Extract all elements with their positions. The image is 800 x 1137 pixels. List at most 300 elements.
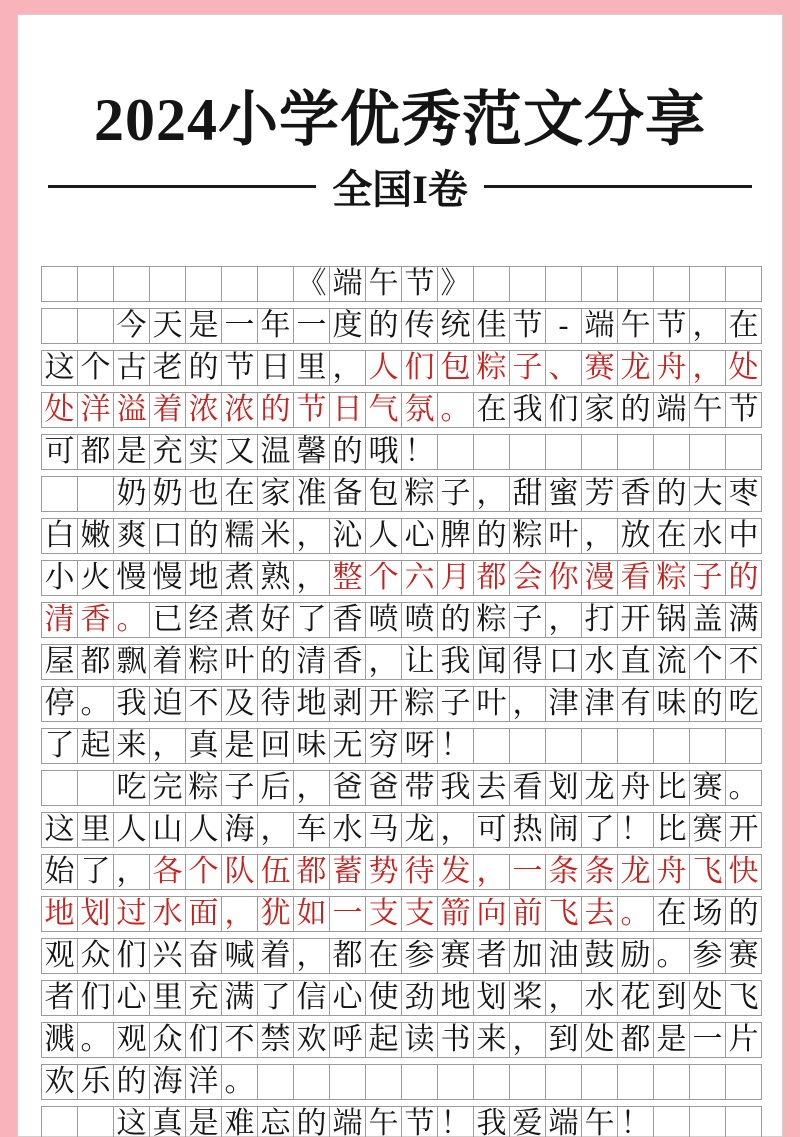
grid-cell <box>653 434 690 470</box>
grid-cell: 中 <box>725 518 762 554</box>
grid-cell: 满 <box>221 980 258 1016</box>
grid-cell: 势 <box>365 854 402 890</box>
grid-row <box>41 350 763 386</box>
grid-cell: 是 <box>185 1106 222 1137</box>
grid-cell: 乐 <box>77 1064 114 1100</box>
grid-cell: 日 <box>257 350 294 386</box>
grid-cell: 一 <box>689 1022 726 1058</box>
grid-cell: 待 <box>257 686 294 722</box>
grid-cell: 嫩 <box>77 518 114 554</box>
grid-cell: 津 <box>545 686 582 722</box>
grid-cell: 划 <box>473 980 510 1016</box>
grid-cell: 午 <box>617 308 654 344</box>
grid-cell: 这 <box>113 1106 150 1137</box>
grid-cell: 处 <box>689 980 726 1016</box>
grid-cell: 开 <box>617 602 654 638</box>
grid-cell: 都 <box>77 434 114 470</box>
grid-cell: 发 <box>437 854 474 890</box>
grid-cell: 的 <box>257 392 294 428</box>
grid-cell: 节 <box>293 392 330 428</box>
grid-cell: 、 <box>545 350 582 386</box>
grid-cell: 们 <box>401 350 438 386</box>
grid-cell: 煮 <box>221 602 258 638</box>
grid-cell: ， <box>545 980 582 1016</box>
grid-cell: 这 <box>41 812 78 848</box>
grid-cell: 也 <box>185 476 222 512</box>
grid-cell: 参 <box>689 938 726 974</box>
grid-cell: 我 <box>437 770 474 806</box>
grid-cell <box>545 1064 582 1100</box>
grid-cell: 馨 <box>293 434 330 470</box>
grid-cell: 在 <box>473 392 510 428</box>
grid-cell: 不 <box>185 686 222 722</box>
grid-cell: 比 <box>653 770 690 806</box>
grid-cell <box>581 728 618 764</box>
grid-cell: 鼓 <box>581 938 618 974</box>
grid-cell: 古 <box>113 350 150 386</box>
grid-cell <box>77 770 114 806</box>
grid-cell: 清 <box>293 644 330 680</box>
grid-cell: 洋 <box>185 1064 222 1100</box>
grid-cell: 屋 <box>41 644 78 680</box>
grid-cell: 加 <box>509 938 546 974</box>
grid-cell: 待 <box>401 854 438 890</box>
grid-cell: 人 <box>365 350 402 386</box>
grid-cell: 来 <box>473 1022 510 1058</box>
grid-cell: 了 <box>293 602 330 638</box>
grid-cell <box>545 728 582 764</box>
grid-cell: 粽 <box>473 350 510 386</box>
grid-cell: 了 <box>581 812 618 848</box>
grid-cell: 子 <box>437 476 474 512</box>
grid-cell <box>725 434 762 470</box>
grid-row <box>41 812 763 848</box>
grid-cell: 龙 <box>581 770 618 806</box>
grid-cell <box>41 476 78 512</box>
grid-cell: 充 <box>185 980 222 1016</box>
grid-cell: 剥 <box>329 686 366 722</box>
grid-cell: 流 <box>653 644 690 680</box>
grid-cell: 都 <box>473 560 510 596</box>
grid-cell: 我 <box>509 392 546 428</box>
grid-cell: 们 <box>185 1022 222 1058</box>
grid-cell <box>257 266 294 302</box>
grid-cell: 芳 <box>581 476 618 512</box>
grid-row <box>41 854 763 890</box>
grid-cell: 小 <box>41 560 78 596</box>
grid-cell: 们 <box>77 980 114 1016</box>
grid-row <box>41 434 763 470</box>
grid-cell: 让 <box>401 644 438 680</box>
grid-cell: 着 <box>149 644 186 680</box>
grid-cell: 津 <box>581 686 618 722</box>
grid-cell: 一 <box>293 308 330 344</box>
grid-row <box>41 518 763 554</box>
grid-cell: 水 <box>581 644 618 680</box>
grid-cell: 我 <box>473 1106 510 1137</box>
grid-cell: 端 <box>581 308 618 344</box>
grid-cell: 看 <box>509 770 546 806</box>
grid-cell: 了 <box>77 854 114 890</box>
grid-cell: 支 <box>365 896 402 932</box>
grid-cell: 的 <box>437 602 474 638</box>
grid-cell: 水 <box>329 812 366 848</box>
grid-cell: 励 <box>617 938 654 974</box>
grid-cell: 氛 <box>401 392 438 428</box>
grid-cell <box>365 1064 402 1100</box>
grid-cell: 水 <box>689 518 726 554</box>
grid-row <box>41 266 763 302</box>
grid-cell: 条 <box>581 854 618 890</box>
grid-cell: 。 <box>113 602 150 638</box>
grid-cell <box>41 308 78 344</box>
grid-cell: 今 <box>113 308 150 344</box>
grid-cell: 了 <box>41 728 78 764</box>
grid-cell <box>437 434 474 470</box>
grid-cell <box>689 728 726 764</box>
grid-cell: 子 <box>689 560 726 596</box>
grid-cell <box>473 1064 510 1100</box>
grid-cell <box>725 1106 762 1137</box>
grid-cell: 观 <box>41 938 78 974</box>
grid-cell: 赛 <box>581 350 618 386</box>
grid-cell: 粽 <box>473 602 510 638</box>
grid-cell: 爽 <box>113 518 150 554</box>
grid-cell: 喷 <box>401 602 438 638</box>
grid-cell: 飞 <box>725 980 762 1016</box>
grid-cell: 粽 <box>509 518 546 554</box>
grid-cell: 的 <box>365 308 402 344</box>
grid-cell: 呀 <box>401 728 438 764</box>
grid-cell <box>257 1064 294 1100</box>
grid-cell <box>77 1106 114 1137</box>
grid-cell: 们 <box>113 938 150 974</box>
grid-cell: 午 <box>365 266 402 302</box>
grid-cell: 水 <box>581 980 618 1016</box>
grid-cell <box>41 266 78 302</box>
grid-cell <box>41 770 78 806</box>
grid-cell: 呼 <box>329 1022 366 1058</box>
grid-cell: 人 <box>185 812 222 848</box>
grid-cell: 划 <box>77 896 114 932</box>
grid-cell: 慢 <box>113 560 150 596</box>
grid-cell: 已 <box>149 602 186 638</box>
grid-cell: 叶 <box>221 644 258 680</box>
grid-cell <box>689 434 726 470</box>
divider-line-left <box>48 185 316 188</box>
grid-cell: 充 <box>149 434 186 470</box>
grid-cell: ， <box>293 938 330 974</box>
grid-cell: 比 <box>653 812 690 848</box>
grid-cell: 穷 <box>365 728 402 764</box>
grid-cell: 的 <box>653 476 690 512</box>
grid-cell: 个 <box>77 350 114 386</box>
grid-cell: 日 <box>329 392 366 428</box>
grid-cell: 的 <box>257 644 294 680</box>
grid-cell: 端 <box>329 1106 366 1137</box>
grid-cell: 面 <box>185 896 222 932</box>
grid-cell <box>113 266 150 302</box>
grid-cell: 午 <box>689 392 726 428</box>
grid-cell: 白 <box>41 518 78 554</box>
grid-cell: 开 <box>725 812 762 848</box>
grid-cell: 打 <box>581 602 618 638</box>
grid-cell: 禁 <box>257 1022 294 1058</box>
grid-cell: 地 <box>437 980 474 1016</box>
grid-cell <box>617 1064 654 1100</box>
grid-cell: 端 <box>329 266 366 302</box>
grid-cell: 粽 <box>185 770 222 806</box>
grid-cell: 六 <box>401 560 438 596</box>
exam-paper-label: 全国I卷 <box>332 166 468 212</box>
grid-cell: 爸 <box>365 770 402 806</box>
grid-cell: 熟 <box>257 560 294 596</box>
grid-cell: 地 <box>185 560 222 596</box>
grid-cell: 包 <box>365 476 402 512</box>
grid-cell: 糯 <box>221 518 258 554</box>
grid-cell: 海 <box>149 1064 186 1100</box>
grid-cell: 有 <box>617 686 654 722</box>
grid-cell <box>221 266 258 302</box>
grid-cell: 是 <box>113 434 150 470</box>
grid-cell: ， <box>365 644 402 680</box>
grid-cell: 前 <box>509 896 546 932</box>
grid-cell: 在 <box>725 308 762 344</box>
grid-cell: ， <box>221 896 258 932</box>
grid-cell: 去 <box>473 770 510 806</box>
grid-cell: 。 <box>221 1064 258 1100</box>
grid-cell: ， <box>689 350 726 386</box>
grid-cell: 心 <box>401 518 438 554</box>
grid-cell: 闹 <box>545 812 582 848</box>
grid-cell: 完 <box>149 770 186 806</box>
grid-cell <box>41 1106 78 1137</box>
grid-cell: ， <box>581 518 618 554</box>
grid-cell: 包 <box>437 350 474 386</box>
grid-cell: 。 <box>617 896 654 932</box>
grid-cell: 片 <box>725 1022 762 1058</box>
grid-cell: 条 <box>545 854 582 890</box>
grid-cell: 会 <box>509 560 546 596</box>
grid-cell: 始 <box>41 854 78 890</box>
grid-cell: 得 <box>509 644 546 680</box>
grid-cell <box>437 1064 474 1100</box>
grid-cell: 香 <box>617 476 654 512</box>
grid-cell: 满 <box>725 602 762 638</box>
grid-cell: 劲 <box>401 980 438 1016</box>
grid-cell: ， <box>473 854 510 890</box>
grid-cell: 味 <box>653 686 690 722</box>
grid-cell <box>77 476 114 512</box>
grid-cell: 都 <box>293 854 330 890</box>
grid-cell: 浓 <box>185 392 222 428</box>
grid-cell: 我 <box>437 644 474 680</box>
grid-cell: 欢 <box>293 1022 330 1058</box>
grid-cell: 香 <box>329 602 366 638</box>
grid-cell: 叶 <box>545 518 582 554</box>
grid-cell <box>473 266 510 302</box>
grid-cell: 慢 <box>149 560 186 596</box>
grid-cell: 节 <box>221 350 258 386</box>
grid-cell: 回 <box>257 728 294 764</box>
grid-cell: 的 <box>185 350 222 386</box>
grid-row <box>41 980 763 1016</box>
grid-cell: 子 <box>509 602 546 638</box>
grid-cell: ， <box>473 476 510 512</box>
grid-cell: 观 <box>113 1022 150 1058</box>
grid-row <box>41 1064 763 1100</box>
grid-cell: 哦 <box>365 434 402 470</box>
grid-cell: 桨 <box>509 980 546 1016</box>
grid-cell <box>509 434 546 470</box>
grid-cell: 人 <box>365 518 402 554</box>
grid-cell: 在 <box>365 938 402 974</box>
grid-cell: 月 <box>437 560 474 596</box>
grid-cell: 不 <box>725 644 762 680</box>
grid-cell: 准 <box>293 476 330 512</box>
grid-cell: 是 <box>221 728 258 764</box>
grid-cell: 天 <box>149 308 186 344</box>
grid-cell: 味 <box>293 728 330 764</box>
grid-cell: 及 <box>221 686 258 722</box>
grid-cell: 直 <box>617 644 654 680</box>
grid-cell: 里 <box>149 980 186 1016</box>
grid-row <box>41 686 763 722</box>
grid-cell <box>473 728 510 764</box>
grid-cell: 浓 <box>221 392 258 428</box>
grid-cell <box>77 308 114 344</box>
grid-cell: 的 <box>617 392 654 428</box>
grid-cell <box>653 1064 690 1100</box>
grid-cell: 车 <box>293 812 330 848</box>
grid-cell <box>509 728 546 764</box>
grid-cell: 经 <box>185 602 222 638</box>
grid-cell: 如 <box>293 896 330 932</box>
grid-cell: 盖 <box>689 602 726 638</box>
grid-cell: 爸 <box>329 770 366 806</box>
grid-cell: 里 <box>77 812 114 848</box>
grid-cell: 者 <box>41 980 78 1016</box>
grid-cell: 煮 <box>221 560 258 596</box>
grid-cell: 是 <box>653 1022 690 1058</box>
grid-cell: 着 <box>149 392 186 428</box>
grid-cell: 都 <box>329 938 366 974</box>
grid-cell: 看 <box>617 560 654 596</box>
grid-cell: 。 <box>653 938 690 974</box>
grid-row <box>41 308 763 344</box>
grid-cell: 难 <box>221 1106 258 1137</box>
grid-cell: 向 <box>473 896 510 932</box>
grid-row <box>41 560 763 596</box>
grid-cell: 众 <box>77 938 114 974</box>
grid-cell: 是 <box>185 308 222 344</box>
grid-cell <box>509 1064 546 1100</box>
grid-cell: 老 <box>149 350 186 386</box>
grid-cell: 起 <box>77 728 114 764</box>
grid-cell: ， <box>257 812 294 848</box>
grid-cell: 过 <box>113 896 150 932</box>
grid-cell: 个 <box>185 854 222 890</box>
grid-cell: 个 <box>689 644 726 680</box>
grid-cell: 花 <box>617 980 654 1016</box>
grid-cell <box>581 434 618 470</box>
grid-cell: 奶 <box>149 476 186 512</box>
grid-cell: 飞 <box>689 854 726 890</box>
grid-cell: 端 <box>545 1106 582 1137</box>
grid-row <box>41 770 763 806</box>
grid-cell: 午 <box>581 1106 618 1137</box>
grid-cell: ， <box>545 602 582 638</box>
grid-row <box>41 896 763 932</box>
grid-cell: 人 <box>113 812 150 848</box>
grid-cell: - <box>545 308 582 344</box>
grid-cell: 地 <box>41 896 78 932</box>
grid-cell: 子 <box>221 770 258 806</box>
grid-cell: 佳 <box>473 308 510 344</box>
grid-cell: 起 <box>365 1022 402 1058</box>
grid-cell: 箭 <box>437 896 474 932</box>
grid-cell: 锅 <box>653 602 690 638</box>
grid-cell: 整 <box>329 560 366 596</box>
grid-cell: ！ <box>401 434 438 470</box>
grid-cell: 都 <box>77 644 114 680</box>
grid-cell: 家 <box>257 476 294 512</box>
grid-cell: 一 <box>509 854 546 890</box>
grid-cell: 。 <box>77 686 114 722</box>
grid-cell: 放 <box>617 518 654 554</box>
divider-line-right <box>484 185 752 188</box>
grid-cell: 参 <box>401 938 438 974</box>
grid-cell <box>689 266 726 302</box>
grid-cell: ， <box>509 686 546 722</box>
grid-cell: 停 <box>41 686 78 722</box>
grid-cell: 心 <box>113 980 150 1016</box>
grid-cell: 各 <box>149 854 186 890</box>
grid-cell: 吃 <box>725 686 762 722</box>
grid-cell <box>545 434 582 470</box>
grid-cell: 《 <box>293 266 330 302</box>
grid-cell: 我 <box>113 686 150 722</box>
grid-cell: 书 <box>437 1022 474 1058</box>
grid-cell: 的 <box>293 1106 330 1137</box>
grid-cell: ， <box>113 854 150 890</box>
grid-cell: 粽 <box>185 644 222 680</box>
grid-cell: 脾 <box>437 518 474 554</box>
grid-cell <box>689 1064 726 1100</box>
grid-cell: 传 <box>401 308 438 344</box>
grid-cell <box>581 1064 618 1100</box>
grid-cell: 舟 <box>653 854 690 890</box>
grid-cell: 在 <box>653 518 690 554</box>
grid-cell: 飘 <box>113 644 150 680</box>
grid-cell <box>473 434 510 470</box>
grid-cell: 热 <box>509 812 546 848</box>
grid-cell: 端 <box>653 392 690 428</box>
grid-cell <box>77 266 114 302</box>
grid-cell: 的 <box>725 896 762 932</box>
grid-cell: 处 <box>41 392 78 428</box>
grid-cell: 来 <box>113 728 150 764</box>
grid-cell <box>185 266 222 302</box>
grid-cell: 赛 <box>725 938 762 974</box>
grid-cell: 开 <box>365 686 402 722</box>
grid-cell: 无 <box>329 728 366 764</box>
grid-cell: 口 <box>545 644 582 680</box>
grid-cell: 在 <box>653 896 690 932</box>
grid-cell <box>509 266 546 302</box>
grid-cell <box>293 1064 330 1100</box>
grid-cell: ！ <box>437 1106 474 1137</box>
